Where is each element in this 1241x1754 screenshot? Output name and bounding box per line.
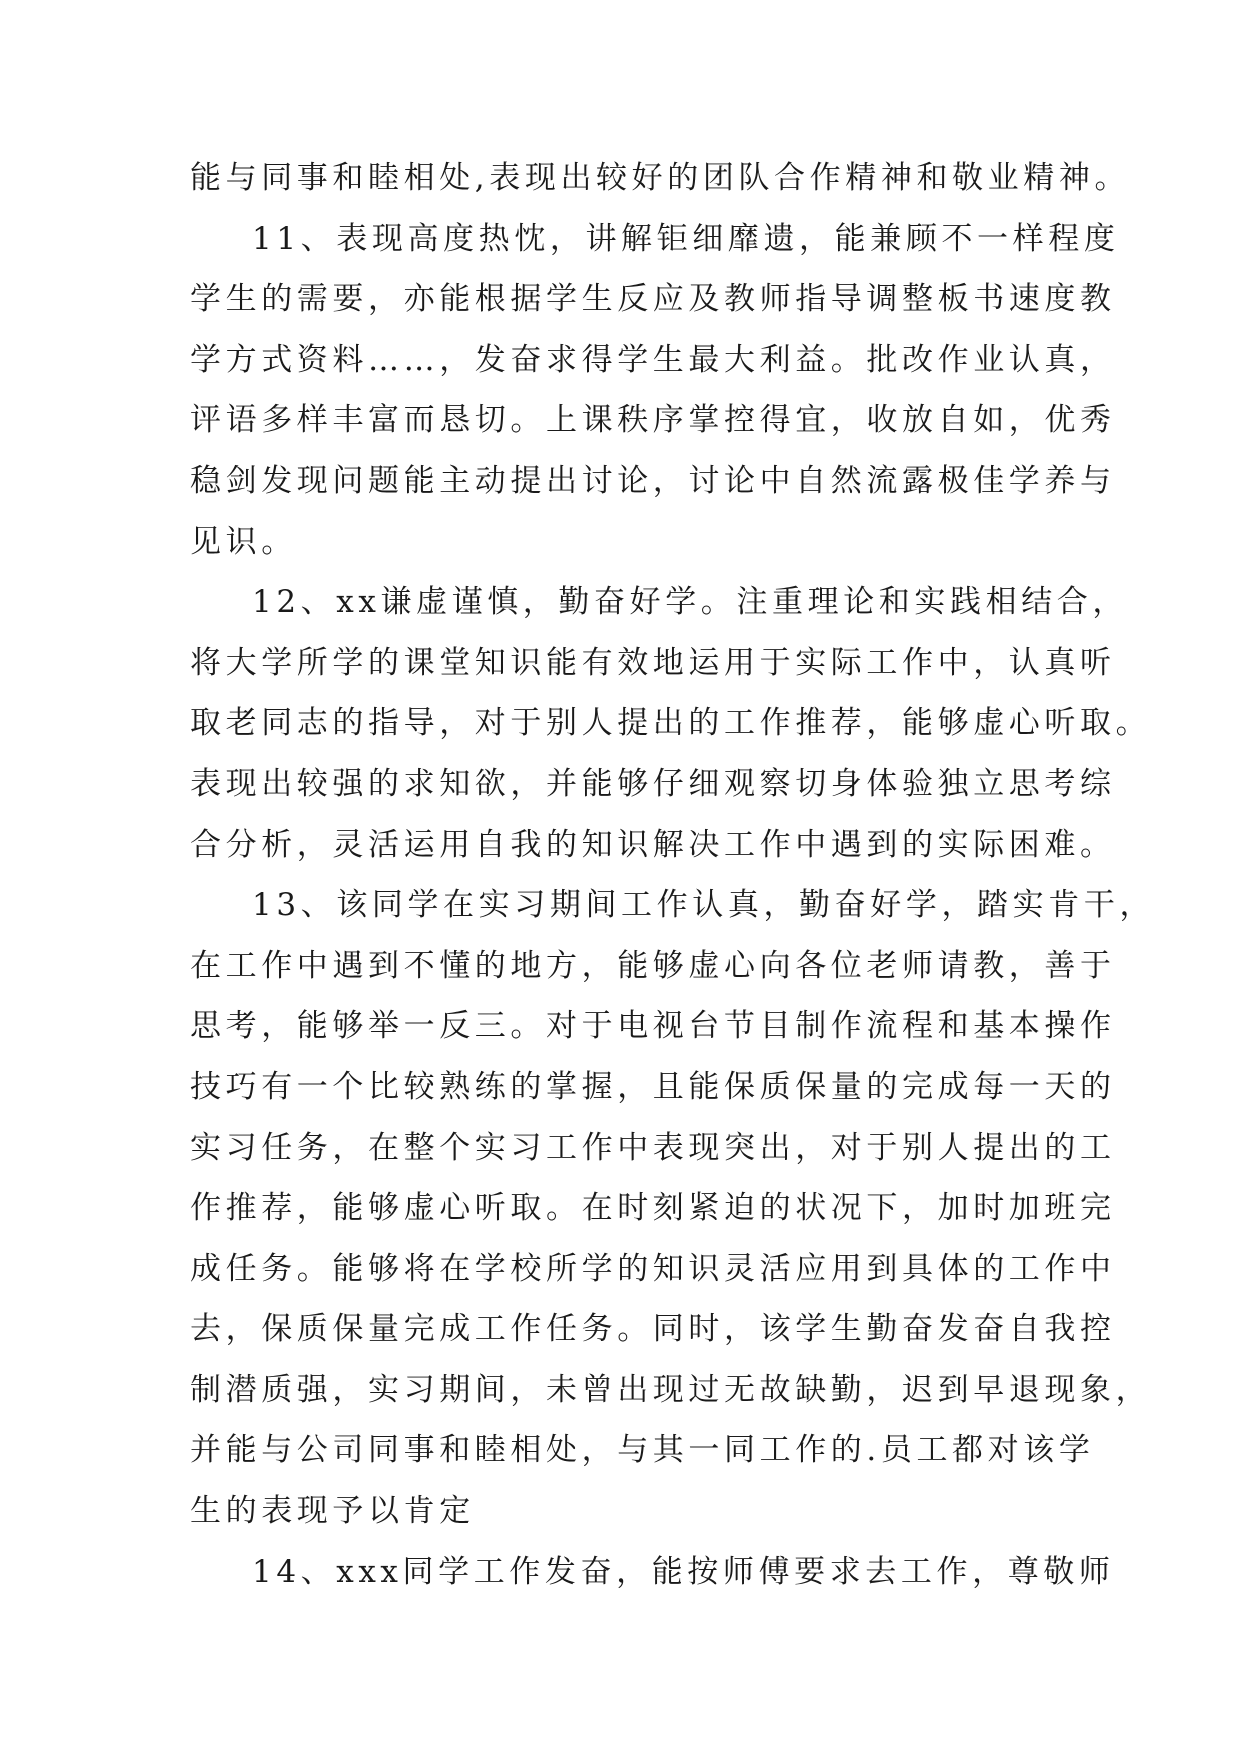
paragraph-11-line-3: 学方式资料……，发奋求得学生最大利益。批改作业认真， — [190, 341, 1116, 378]
paragraph-13-line-11: 生的表现予以肯定 — [190, 1493, 475, 1530]
paragraph-13-line-5: 实习任务，在整个实习工作中表现突出，对于别人提出的工 — [190, 1129, 1116, 1166]
paragraph-11-line-5: 稳剑发现问题能主动提出讨论，讨论中自然流露极佳学养与 — [190, 462, 1116, 499]
paragraph-13-line-7: 成任务。能够将在学校所学的知识灵活应用到具体的工作中 — [190, 1250, 1116, 1287]
paragraph-13-line-4: 技巧有一个比较熟练的掌握，且能保质保量的完成每一天的 — [190, 1068, 1116, 1105]
paragraph-11-line-6: 见识。 — [190, 523, 297, 560]
paragraph-11-line-4: 评语多样丰富而恳切。上课秩序掌控得宜，收放自如，优秀 — [190, 402, 1116, 439]
document-body — [190, 148, 1156, 1602]
paragraph-12-line-2: 将大学所学的课堂知识能有效地运用于实际工作中，认真听 — [190, 644, 1116, 681]
paragraph-12-line-4: 表现出较强的求知欲，并能够仔细观察切身体验独立思考综 — [190, 765, 1116, 802]
paragraph-13-line-3: 思考，能够举一反三。对于电视台节目制作流程和基本操作 — [190, 1008, 1116, 1045]
paragraph-13-line-9: 制潜质强，实习期间，未曾出现过无故缺勤，迟到早退现象， — [190, 1371, 1152, 1408]
paragraph-13-line-1: 13、该同学在实习期间工作认真，勤奋好学，踏实肯干， — [252, 887, 1156, 924]
paragraph-11-line-1: 11、表现高度热忱，讲解钜细靡遗，能兼顾不一样程度 — [252, 220, 1120, 257]
paragraph-13-line-8: 去，保质保量完成工作任务。同时，该学生勤奋发奋自我控 — [190, 1311, 1116, 1348]
paragraph-11-line-2: 学生的需要，亦能根据学生反应及教师指导调整板书速度教 — [190, 281, 1116, 318]
paragraph-14-line-1: 14、xxx同学工作发奋，能按师傅要求去工作，尊敬师 — [252, 1553, 1115, 1590]
paragraph-12-line-1: 12、xx谦虚谨慎，勤奋好学。注重理论和实践相结合， — [252, 584, 1129, 621]
paragraph-12-line-3: 取老同志的指导，对于别人提出的工作推荐，能够虚心听取。 — [190, 705, 1152, 742]
paragraph-13-line-10: 并能与公司同事和睦相处，与其一同工作的.员工都对该学 — [190, 1432, 1095, 1469]
paragraph-10-line-end: 能与同事和睦相处,表现出较好的团队合作精神和敬业精神。 — [190, 160, 1131, 196]
paragraph-13-line-2: 在工作中遇到不懂的地方，能够虚心向各位老师请教，善于 — [190, 947, 1116, 984]
paragraph-12-line-5: 合分析，灵活运用自我的知识解决工作中遇到的实际困难。 — [190, 826, 1116, 863]
paragraph-13-line-6: 作推荐，能够虚心听取。在时刻紧迫的状况下，加时加班完 — [190, 1190, 1116, 1227]
